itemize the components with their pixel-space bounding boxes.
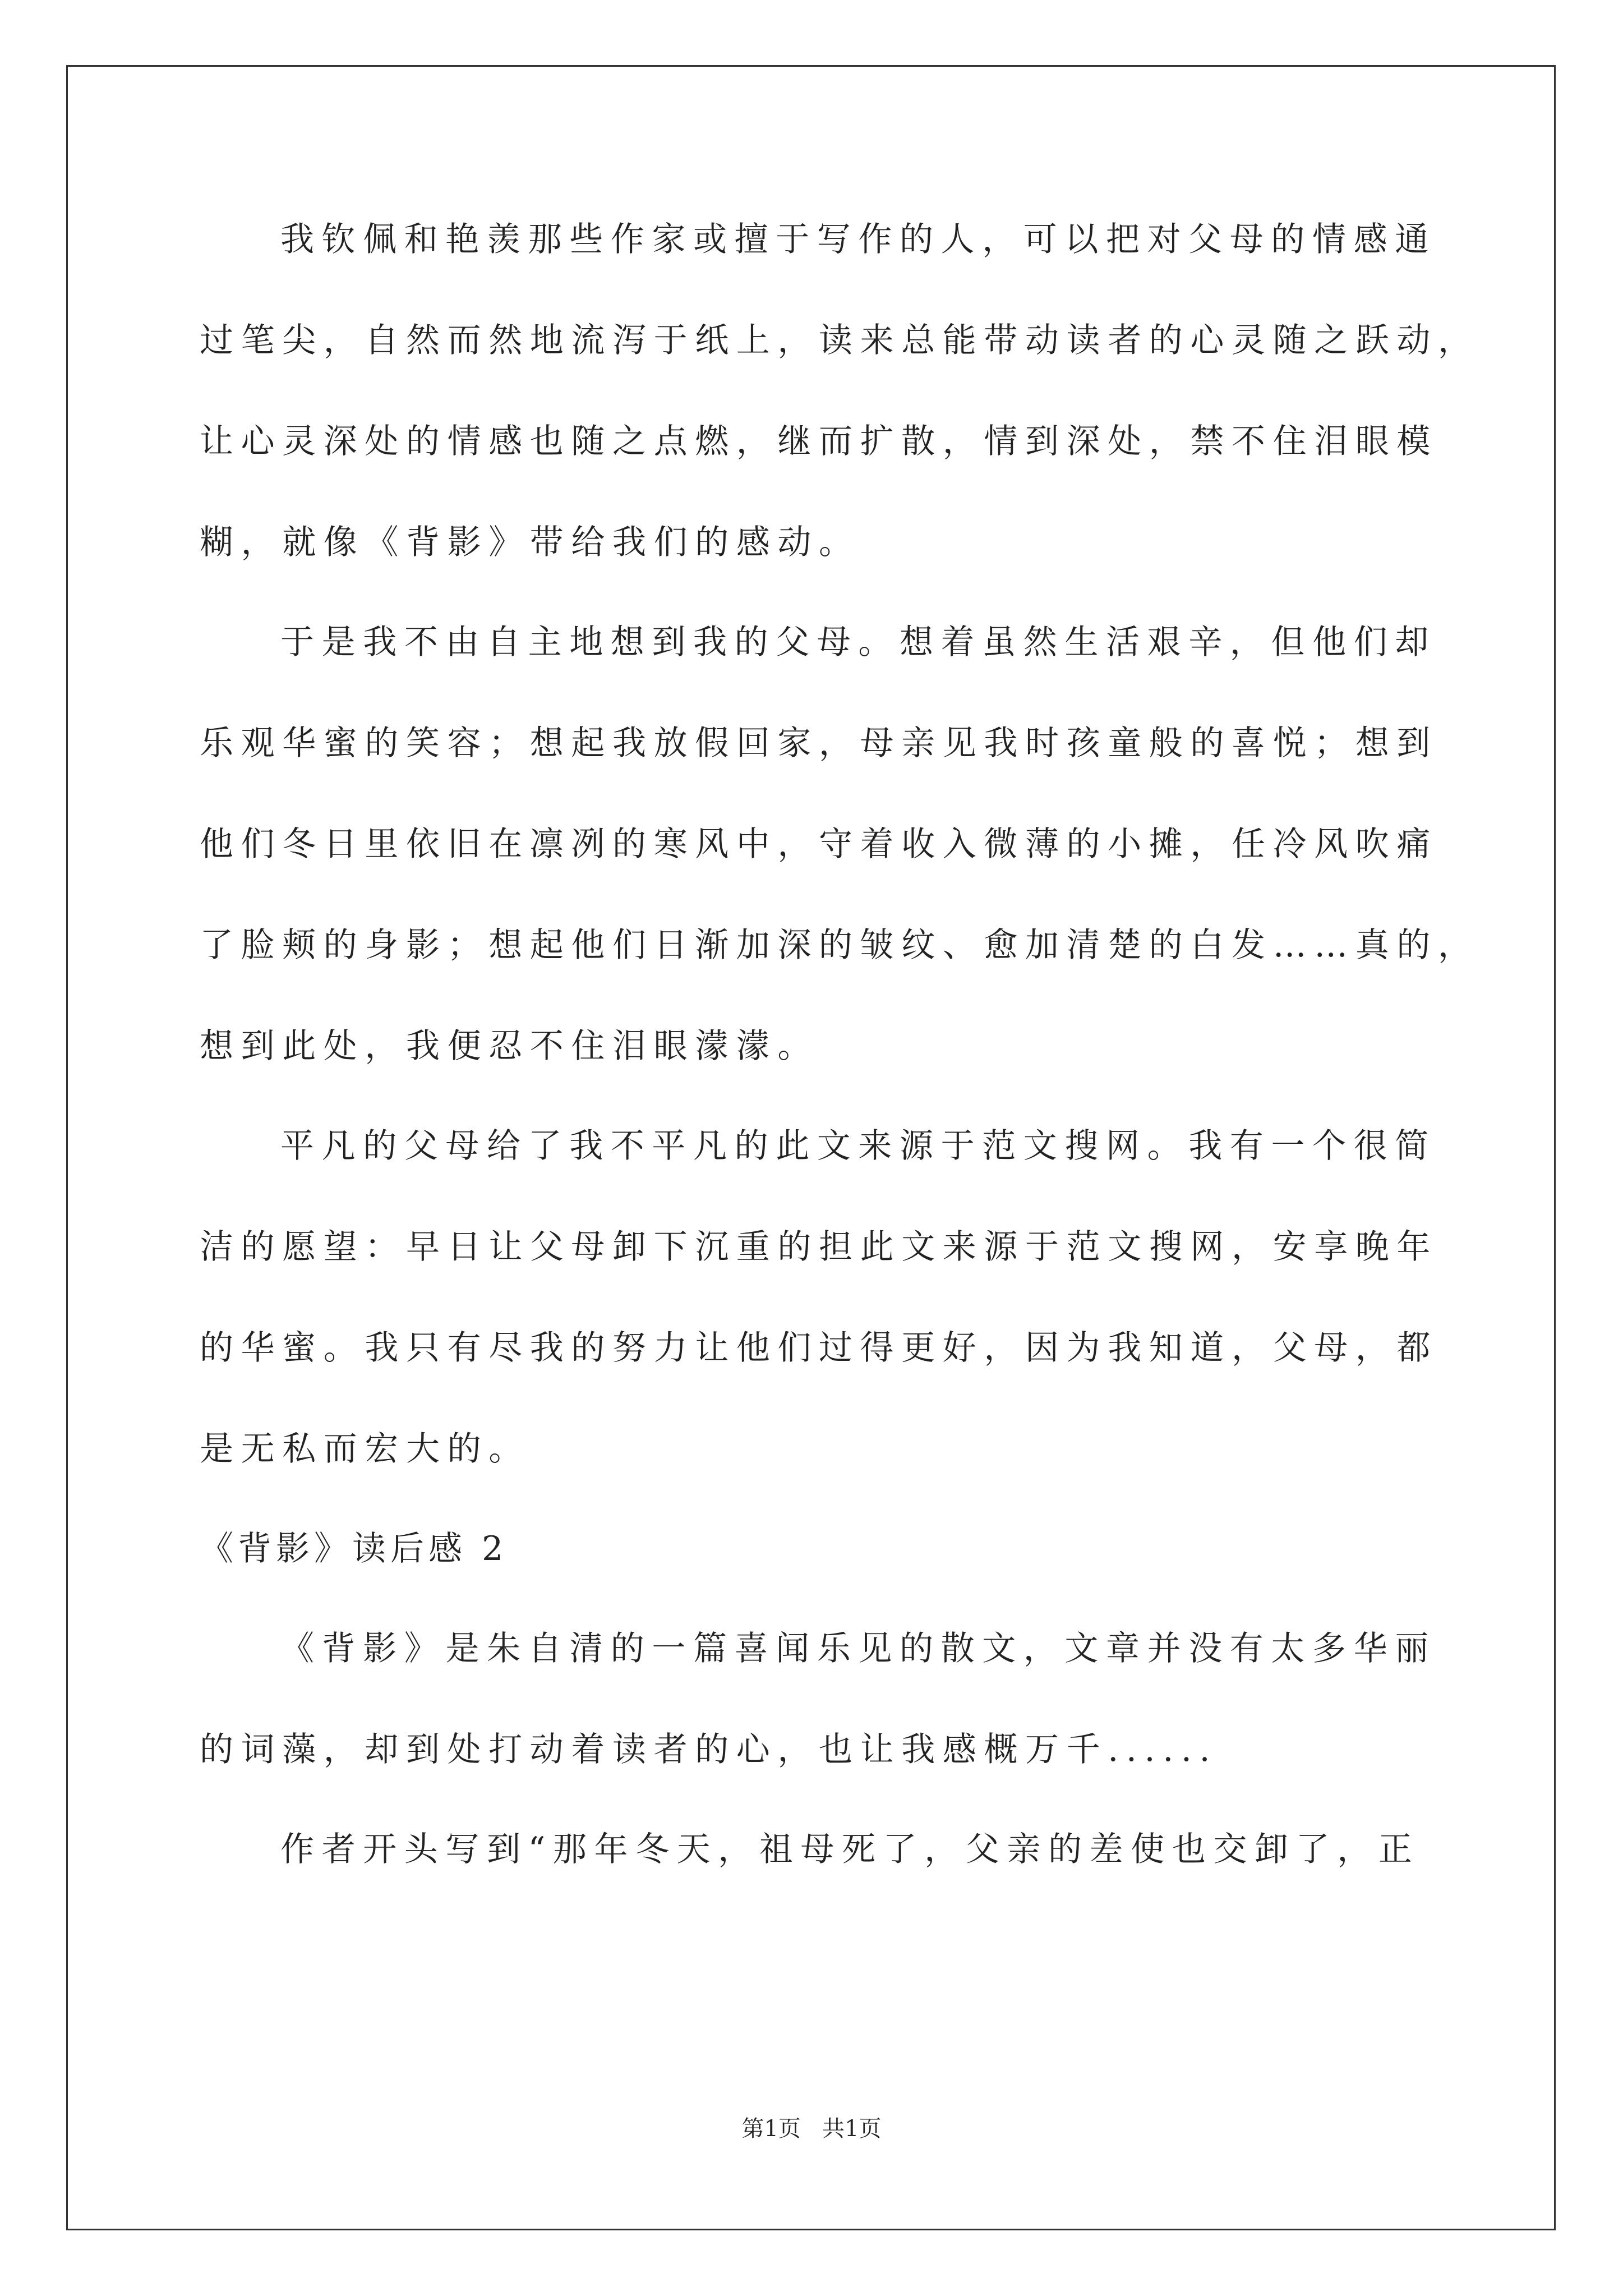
paragraph-3-line-2: 洁的愿望：早日让父母卸下沉重的担此文来源于范文搜网，安享晚年 xyxy=(200,1227,1438,1267)
paragraph-1-line-2: 过笔尖，自然而然地流泻于纸上，读来总能带动读者的心灵随之跃动， xyxy=(200,321,1479,360)
paragraph-2-line-4: 了脸颊的身影；想起他们日渐加深的皱纹、愈加清楚的白发……真的， xyxy=(200,926,1479,965)
paragraph-2-line-1: 于是我不由自主地想到我的父母。想着虽然生活艰辛，但他们却 xyxy=(280,623,1436,662)
page-footer: 第1页 共1页 xyxy=(741,2116,882,2142)
paragraph-2-line-3: 他们冬日里依旧在凛冽的寒风中，守着收入微薄的小摊，任冷风吹痛 xyxy=(200,825,1438,864)
section-heading: 《背影》读后感 2 xyxy=(200,1529,508,1568)
paragraph-3-line-3: 的华蜜。我只有尽我的努力让他们过得更好，因为我知道，父母，都 xyxy=(200,1328,1438,1368)
paragraph-5-line-1: 《背影》是朱自清的一篇喜闻乐见的散文，文章并没有太多华丽 xyxy=(280,1629,1436,1668)
paragraph-6-line-1: 作者开头写到“那年冬天，祖母死了，父亲的差使也交卸了，正 xyxy=(280,1830,1420,1869)
paragraph-1-line-1: 我钦佩和艳羡那些作家或擅于写作的人，可以把对父母的情感通 xyxy=(280,220,1436,259)
paragraph-2-line-2: 乐观华蜜的笑容；想起我放假回家，母亲见我时孩童般的喜悦；想到 xyxy=(200,724,1438,763)
paragraph-5-line-2: 的词藻，却到处打动着读者的心，也让我感概万千...... xyxy=(200,1730,1218,1769)
paragraph-3-line-4: 是无私而宏大的。 xyxy=(200,1429,530,1469)
paragraph-1-line-4: 糊，就像《背影》带给我们的感动。 xyxy=(200,523,860,562)
paragraph-2-line-5: 想到此处，我便忍不住泪眼濛濛。 xyxy=(200,1027,819,1066)
paragraph-3-line-1: 平凡的父母给了我不平凡的此文来源于范文搜网。我有一个很简 xyxy=(280,1126,1436,1166)
paragraph-1-line-3: 让心灵深处的情感也随之点燃，继而扩散，情到深处，禁不住泪眼模 xyxy=(200,422,1438,461)
